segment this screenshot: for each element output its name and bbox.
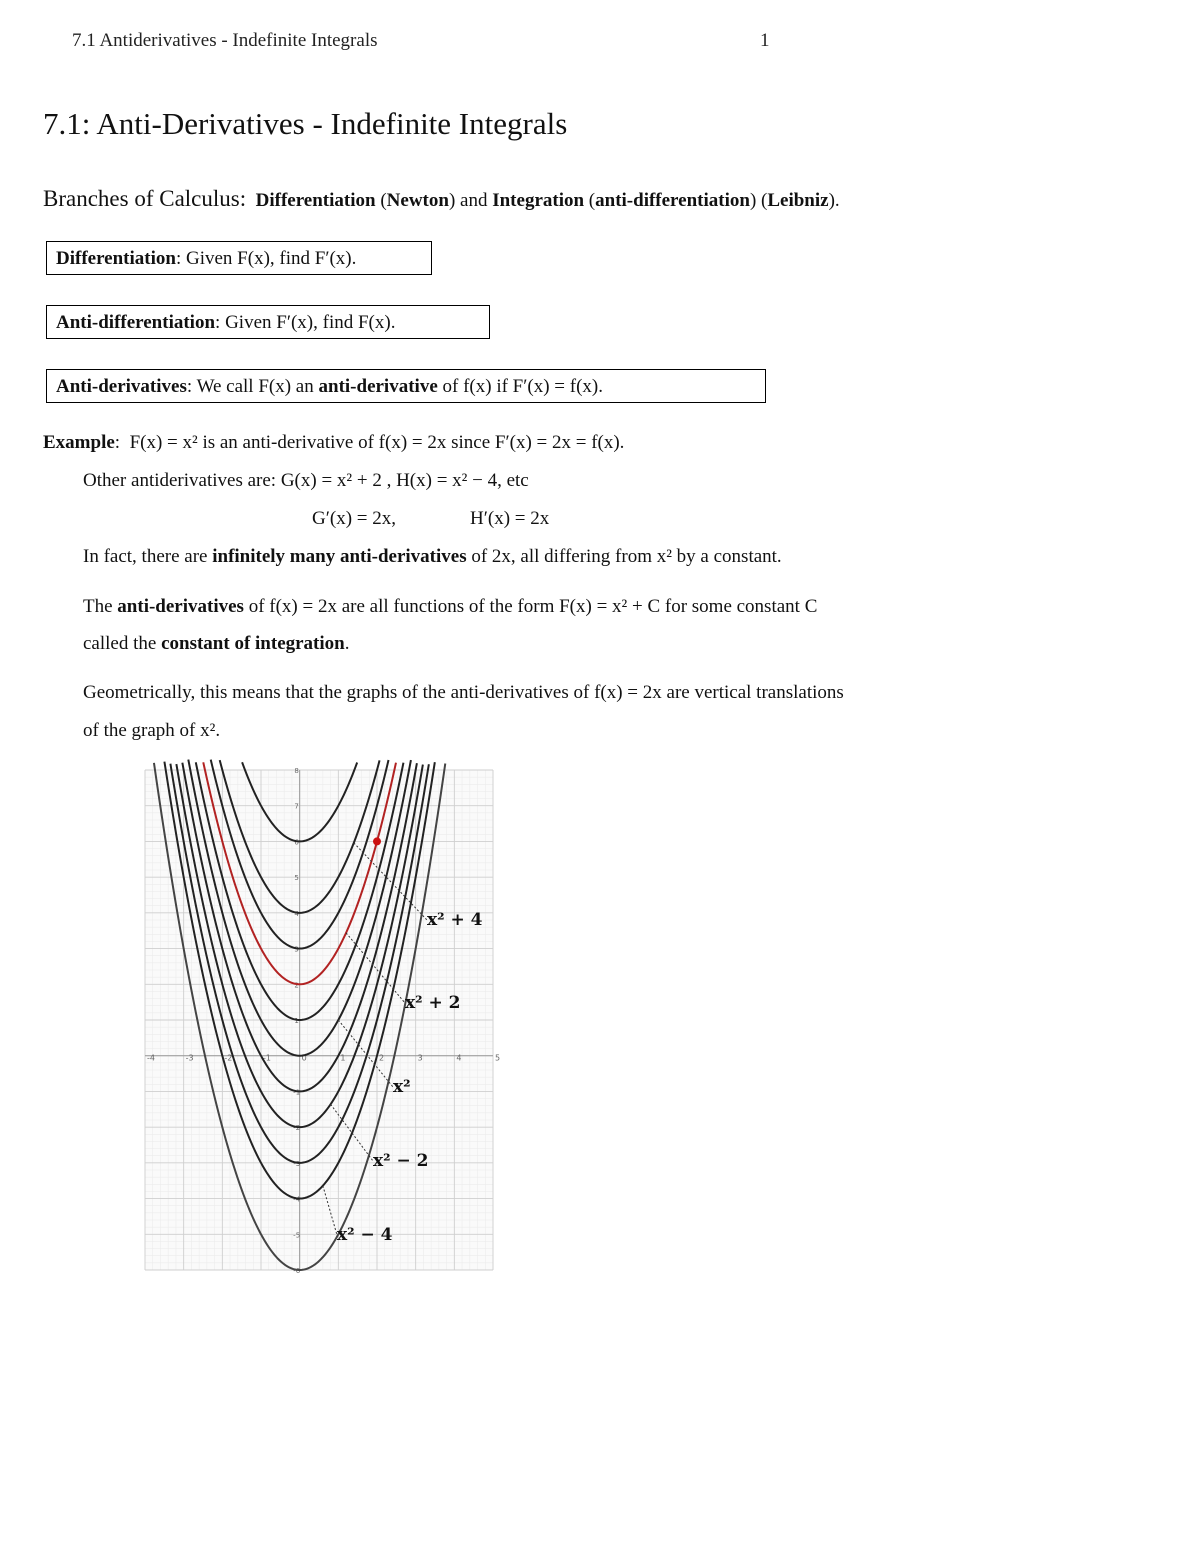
box-term: Differentiation xyxy=(56,248,176,269)
example-line-2: Other antiderivatives are: G(x) = x² + 2 , H(x) = x² − 4, etc xyxy=(83,470,529,491)
branches-lead: Branches of Calculus: xyxy=(43,186,247,211)
x-tick-label: 0 xyxy=(301,1053,307,1063)
series-label: x² + 4 xyxy=(427,910,483,930)
y-tick-label: -3 xyxy=(293,1159,301,1168)
series-label: x² xyxy=(393,1077,411,1097)
example-label: Example xyxy=(43,432,115,453)
form-bold: anti-derivatives xyxy=(117,596,244,617)
x-tick-label: 2 xyxy=(379,1053,385,1063)
y-tick-label: 6 xyxy=(294,838,299,847)
x-tick-label: -3 xyxy=(185,1053,194,1063)
series-label: x² − 2 xyxy=(373,1151,429,1171)
geometric-line-1: Geometrically, this means that the graphs of the anti-derivatives of f(x) = 2x are vertical translations xyxy=(83,682,844,703)
x-tick-label: 4 xyxy=(456,1053,462,1063)
definition-box-differentiation: Differentiation: Given F(x), find F′(x). xyxy=(46,241,432,275)
box-term: Anti-derivatives xyxy=(56,376,187,397)
y-tick-label: 3 xyxy=(294,945,299,954)
series-label: x² − 4 xyxy=(337,1225,393,1245)
name-leibniz: Leibniz xyxy=(767,190,829,211)
definition-box-anti-differentiation: Anti-differentiation: Given F′(x), find F(x). xyxy=(46,305,490,339)
box-text-pre: We call F(x) an xyxy=(196,376,314,397)
term-integration: Integration xyxy=(492,190,585,211)
called-post: . xyxy=(344,633,350,654)
and-text: and xyxy=(460,190,488,211)
box-text: Given F′(x), find F(x). xyxy=(225,312,396,333)
term-differentiation: Differentiation xyxy=(255,190,376,211)
name-newton: Newton xyxy=(386,190,449,211)
x-tick-label: -1 xyxy=(263,1053,271,1063)
antiderivative-family-graph xyxy=(145,767,501,1275)
fact-post: of 2x, all differing from x² by a constant. xyxy=(471,546,782,567)
x-tick-label: -4 xyxy=(147,1053,155,1063)
running-header: 7.1 Antiderivatives - Indefinite Integrals xyxy=(72,30,378,51)
form-pre: The xyxy=(83,596,113,617)
highlight-point xyxy=(373,837,381,845)
general-form-line xyxy=(83,596,817,618)
y-tick-label: 8 xyxy=(294,767,299,775)
called-bold: constant of integration xyxy=(161,633,345,654)
y-tick-label: -6 xyxy=(293,1267,301,1275)
series-label: x² + 2 xyxy=(405,993,461,1013)
fact-bold: infinitely many anti-derivatives xyxy=(212,546,467,567)
y-tick-label: 5 xyxy=(294,874,299,883)
x-tick-label: -2 xyxy=(224,1053,233,1063)
x-tick-label: 5 xyxy=(495,1053,501,1063)
example-text: F(x) = x² is an anti-derivative of f(x) = 2x since F′(x) = 2x = f(x). xyxy=(129,432,625,453)
x-tick-label: 3 xyxy=(417,1053,423,1063)
y-tick-label: -4 xyxy=(293,1195,301,1204)
example-line-1: Example: F(x) = x² is an anti-derivative of f(x) = 2x since F′(x) = 2x = f(x). xyxy=(43,432,625,453)
fact-pre: In fact, there are xyxy=(83,546,208,567)
constant-of-integration-line xyxy=(83,633,349,655)
y-tick-label: 4 xyxy=(294,909,299,918)
y-tick-label: -2 xyxy=(293,1124,301,1133)
y-tick-label: 1 xyxy=(294,1017,299,1025)
form-post: of f(x) = 2x are all functions of the form F(x) = x² + C for some constant C xyxy=(248,596,818,617)
y-tick-label: -5 xyxy=(293,1231,301,1240)
page-number: 1 xyxy=(760,30,770,51)
called-pre: called the xyxy=(83,633,157,654)
example-line-3b: H′(x) = 2x xyxy=(470,508,550,529)
box-text-bold: anti-derivative xyxy=(318,376,438,397)
box-text: Given F(x), find F′(x). xyxy=(186,248,357,269)
box-text-post: of f(x) if F′(x) = f(x). xyxy=(442,376,604,397)
example-line-3a: G′(x) = 2x, xyxy=(312,508,396,529)
y-tick-label: 7 xyxy=(294,802,299,811)
x-tick-label: 1 xyxy=(340,1053,346,1063)
y-tick-label: -1 xyxy=(293,1088,301,1097)
definition-box-anti-derivatives: Anti-derivatives: We call F(x) an anti-derivative of f(x) if F′(x) = f(x). xyxy=(46,369,766,403)
infinitely-many-line xyxy=(83,546,782,568)
page-title: 7.1: Anti-Derivatives - Indefinite Integrals xyxy=(43,106,568,141)
y-tick-label: 2 xyxy=(294,981,299,990)
term-anti-differentiation: anti-differentiation xyxy=(595,190,750,211)
box-term: Anti-differentiation xyxy=(56,312,216,333)
branches-of-calculus: Branches of Calculus: Differentiation (Newton) and Integration (anti-differentiation) (Leibniz). xyxy=(43,186,840,211)
geometric-line-2: of the graph of x². xyxy=(83,720,221,741)
